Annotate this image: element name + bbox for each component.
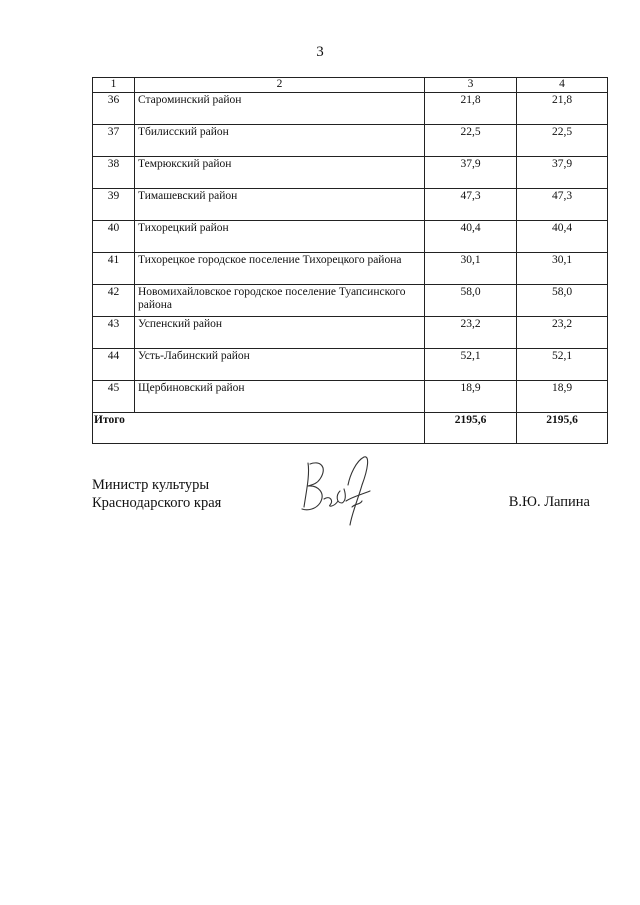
table-row <box>93 157 608 189</box>
signatory-title-line2: Краснодарского края <box>92 495 222 511</box>
header-cell-2: 2 <box>135 78 425 93</box>
row-name: Щербиновский район <box>135 381 425 413</box>
table-row <box>93 381 608 413</box>
row-value-4: 30,1 <box>517 253 608 285</box>
row-value-3: 21,8 <box>425 93 517 125</box>
row-value-4: 58,0 <box>517 285 608 317</box>
row-name: Успенский район <box>135 317 425 349</box>
row-number: 43 <box>93 317 135 349</box>
row-value-4: 40,4 <box>517 221 608 253</box>
data-table <box>92 77 608 444</box>
row-number: 44 <box>93 349 135 381</box>
row-value-3: 37,9 <box>425 157 517 189</box>
row-number: 45 <box>93 381 135 413</box>
row-value-4: 18,9 <box>517 381 608 413</box>
row-value-3: 47,3 <box>425 189 517 221</box>
row-value-3: 40,4 <box>425 221 517 253</box>
table-header-row <box>93 78 608 93</box>
total-label: Итого <box>93 413 425 444</box>
row-name: Тихорецкий район <box>135 221 425 253</box>
row-value-3: 52,1 <box>425 349 517 381</box>
row-number: 37 <box>93 125 135 157</box>
row-value-3: 23,2 <box>425 317 517 349</box>
row-number: 42 <box>93 285 135 317</box>
signatory-title-line1: Министр культуры <box>92 477 210 493</box>
signatory-title <box>92 476 221 512</box>
table-row <box>93 349 608 381</box>
row-name: Староминский район <box>135 93 425 125</box>
table-row <box>93 189 608 221</box>
row-name: Усть-Лабинский район <box>135 349 425 381</box>
table-row <box>93 317 608 349</box>
header-cell-4: 4 <box>517 78 608 93</box>
row-name: Тихорецкое городское поселение Тихорецкого района <box>135 253 425 285</box>
row-number: 40 <box>93 221 135 253</box>
row-value-4: 47,3 <box>517 189 608 221</box>
row-number: 36 <box>93 93 135 125</box>
handwritten-signature <box>290 455 382 527</box>
row-name: Темрюкский район <box>135 157 425 189</box>
total-value-3: 2195,6 <box>425 413 517 444</box>
row-value-4: 21,8 <box>517 93 608 125</box>
row-value-3: 58,0 <box>425 285 517 317</box>
row-value-3: 18,9 <box>425 381 517 413</box>
table-row <box>93 253 608 285</box>
row-name: Тимашевский район <box>135 189 425 221</box>
header-cell-1: 1 <box>93 78 135 93</box>
row-value-4: 22,5 <box>517 125 608 157</box>
table-row <box>93 93 608 125</box>
total-row <box>93 413 608 444</box>
row-value-4: 37,9 <box>517 157 608 189</box>
row-number: 39 <box>93 189 135 221</box>
row-value-3: 22,5 <box>425 125 517 157</box>
table-row <box>93 285 608 317</box>
row-value-4: 52,1 <box>517 349 608 381</box>
signatory-name: В.Ю. Лапина <box>508 494 590 510</box>
total-value-4: 2195,6 <box>517 413 608 444</box>
row-number: 38 <box>93 157 135 189</box>
page-number: 3 <box>316 44 324 60</box>
header-cell-3: 3 <box>425 78 517 93</box>
table-row <box>93 125 608 157</box>
table-row <box>93 221 608 253</box>
row-name: Тбилисский район <box>135 125 425 157</box>
row-name: Новомихайловское городское поселение Туапсинского района <box>135 285 425 317</box>
row-value-3: 30,1 <box>425 253 517 285</box>
row-number: 41 <box>93 253 135 285</box>
row-value-4: 23,2 <box>517 317 608 349</box>
